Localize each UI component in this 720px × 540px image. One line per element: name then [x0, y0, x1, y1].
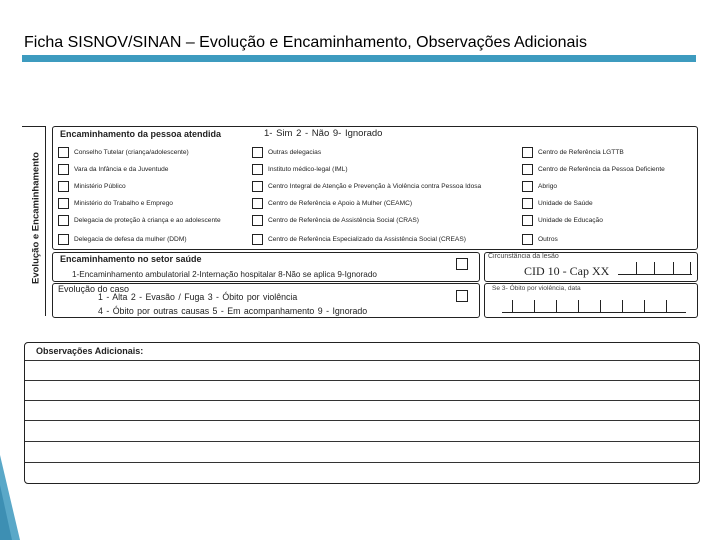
option-delegacia-mulher[interactable]	[58, 233, 187, 246]
option-conselho-tutelar[interactable]	[58, 146, 189, 159]
option-label: Abrigo	[538, 183, 558, 190]
option-cras[interactable]	[252, 214, 419, 227]
option-ministerio-publico[interactable]	[58, 180, 126, 193]
encaminhamento-title: Encaminhamento da pessoa atendida	[60, 129, 222, 139]
setor-saude-options: 1-Encaminhamento ambulatorial 2-Internação hospitalar 8-Não se aplica 9-Ignorado	[72, 270, 377, 279]
option-label: Centro de Referência LGTTB	[538, 149, 624, 156]
cid-label: CID 10 - Cap XX	[524, 264, 610, 278]
checkbox[interactable]	[252, 234, 263, 245]
decorative-triangle	[0, 455, 20, 540]
option-outros[interactable]	[522, 233, 558, 246]
option-ministerio-trabalho[interactable]	[58, 197, 173, 210]
option-centro-idosa[interactable]	[252, 180, 481, 193]
checkbox[interactable]	[522, 198, 533, 209]
observacoes-line	[25, 420, 699, 421]
cid-digit-divider	[673, 262, 674, 274]
checkbox[interactable]	[58, 215, 69, 226]
date-digit-divider	[666, 300, 667, 312]
side-label-text: Evolução e Encaminhamento	[30, 151, 42, 284]
checkbox[interactable]	[58, 147, 69, 158]
option-label: Centro de Referência Especializado da Assistência Social (CREAS)	[268, 236, 466, 243]
option-label: Centro Integral de Atenção e Prevenção à Violência contra Pessoa Idosa	[268, 183, 482, 190]
option-delegacia-crianca[interactable]	[58, 214, 221, 227]
cid-digit-divider	[636, 262, 637, 274]
checkbox[interactable]	[522, 215, 533, 226]
observacoes-line	[25, 441, 699, 442]
checkbox[interactable]	[58, 198, 69, 209]
evolucao-options-line2: 4 - Óbito por outras causas 5 - Em acompanhamento 9 - Ignorado	[98, 306, 368, 316]
option-label: Ministério Público	[74, 183, 126, 190]
setor-saude-title: Encaminhamento no setor saúde	[60, 254, 202, 264]
checkbox[interactable]	[252, 181, 263, 192]
checkbox[interactable]	[252, 164, 263, 175]
option-iml[interactable]	[252, 163, 348, 176]
option-outras-delegacias[interactable]	[252, 146, 321, 159]
observacoes-line	[25, 462, 699, 463]
date-digit-divider	[578, 300, 579, 312]
encaminhamento-legend: 1- Sim 2 - Não 9- Ignorado	[264, 128, 383, 139]
option-abrigo[interactable]	[522, 180, 557, 193]
option-unidade-saude[interactable]	[522, 197, 593, 210]
checkbox[interactable]	[252, 215, 263, 226]
option-creas[interactable]	[252, 233, 466, 246]
checkbox[interactable]	[522, 164, 533, 175]
observacoes-line	[25, 380, 699, 381]
option-label: Ministério do Trabalho e Emprego	[74, 200, 173, 207]
option-lgttb[interactable]	[522, 146, 624, 159]
option-vara-infancia[interactable]	[58, 163, 168, 176]
option-pessoa-deficiente[interactable]	[522, 163, 665, 176]
observacoes-line	[25, 360, 699, 361]
option-label: Centro de Referência e Apoio à Mulher (CEAMC)	[268, 200, 413, 207]
option-unidade-educacao[interactable]	[522, 214, 603, 227]
checkbox[interactable]	[522, 181, 533, 192]
option-label: Vara da Infância e da Juventude	[74, 166, 169, 173]
observacoes-title: Observações Adicionais:	[36, 346, 144, 356]
checkbox[interactable]	[252, 198, 263, 209]
date-digit-divider	[644, 300, 645, 312]
cid-digit-divider	[690, 262, 691, 274]
obito-label: Se 3- Óbito por violência, data	[492, 285, 581, 292]
option-ceamc[interactable]	[252, 197, 412, 210]
evolucao-code-box[interactable]	[456, 290, 468, 302]
option-label: Delegacia de defesa da mulher (DDM)	[74, 236, 187, 243]
option-label: Outras delegacias	[268, 149, 322, 156]
side-label	[16, 150, 56, 285]
slide-title: Ficha SISNOV/SINAN – Evolução e Encaminhamento, Observações Adicionais	[24, 34, 587, 51]
option-label: Centro de Referência da Pessoa Deficiente	[538, 166, 665, 173]
checkbox[interactable]	[58, 164, 69, 175]
date-digit-divider	[622, 300, 623, 312]
circunstancia-label: Circunstância da lesão	[488, 253, 559, 260]
option-label: Instituto médico-legal (IML)	[268, 166, 348, 173]
checkbox[interactable]	[252, 147, 263, 158]
option-label: Outros	[538, 236, 558, 243]
title-accent-bar	[22, 55, 696, 62]
checkbox[interactable]	[58, 234, 69, 245]
option-label: Delegacia de proteção à criança e ao adolescente	[74, 217, 221, 224]
cid-digit-divider	[654, 262, 655, 274]
date-digit-divider	[600, 300, 601, 312]
cid-input-line[interactable]	[618, 274, 692, 275]
option-label: Unidade de Saúde	[538, 200, 593, 207]
evolucao-options-line1: 1 - Alta 2 - Evasão / Fuga 3 - Óbito por violência	[98, 292, 298, 302]
evolucao-title: Evolução do caso	[58, 284, 130, 294]
date-digit-divider	[534, 300, 535, 312]
date-digit-divider	[556, 300, 557, 312]
option-label: Conselho Tutelar (criança/adolescente)	[74, 149, 189, 156]
checkbox[interactable]	[522, 234, 533, 245]
setor-saude-code-box[interactable]	[456, 258, 468, 270]
obito-date-input-line[interactable]	[502, 312, 686, 313]
checkbox[interactable]	[58, 181, 69, 192]
date-digit-divider	[512, 300, 513, 312]
option-label: Centro de Referência de Assistência Social (CRAS)	[268, 217, 419, 224]
observacoes-line	[25, 400, 699, 401]
option-label: Unidade de Educação	[538, 217, 603, 224]
checkbox[interactable]	[522, 147, 533, 158]
